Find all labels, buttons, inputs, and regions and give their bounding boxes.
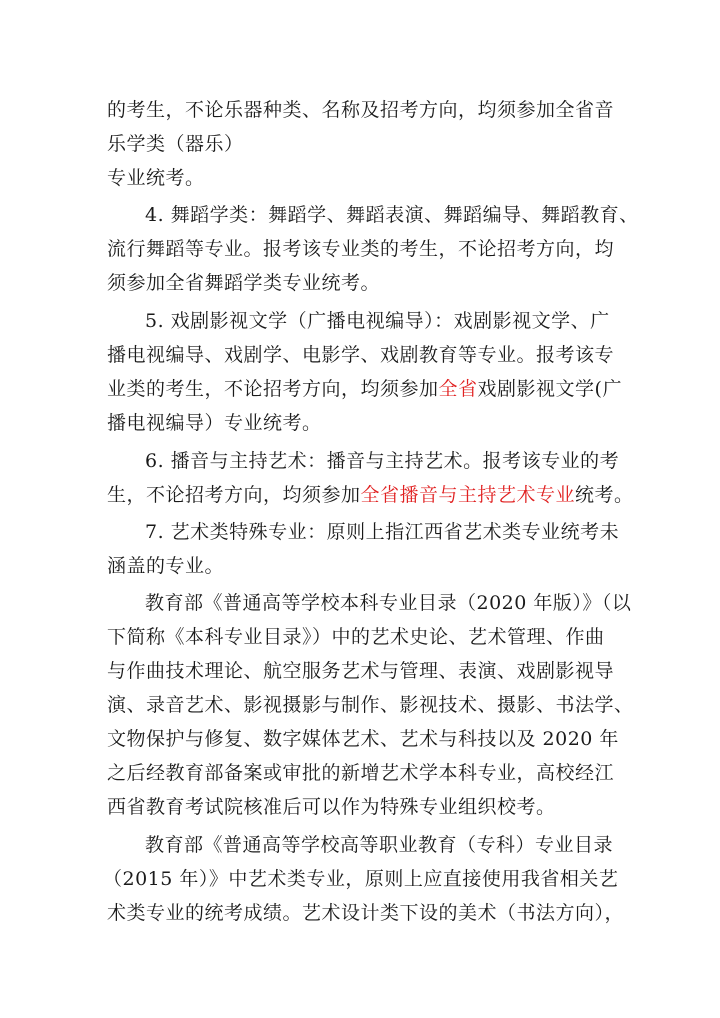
text-line: 6. 播音与主持艺术：播音与主持艺术。报考该专业的考: [145, 450, 620, 472]
text-line: 播电视编导）专业统考。: [107, 412, 322, 434]
text-line: 专业统考。: [107, 167, 205, 189]
text-line: [107, 482, 720, 508]
text-line: 术类专业的统考成绩。艺术设计类下设的美术（书法方向），: [107, 902, 625, 924]
text-line: 教育部《普通高等学校高等职业教育（专科）专业目录: [145, 834, 614, 856]
text-line: 的考生，不论乐器种类、名称及招考方向，均须参加全省音: [107, 99, 615, 121]
text-line: 播电视编导、戏剧学、电影学、戏剧教育等专业。报考该专: [107, 344, 615, 366]
text-line: 与作曲技术理论、航空服务艺术与管理、表演、戏剧影视导: [107, 660, 615, 682]
text-line: 4. 舞蹈学类：舞蹈学、舞蹈表演、舞蹈编导、舞蹈教育、: [145, 204, 639, 226]
text-line: 文物保护与修复、数字媒体艺术、艺术与科技以及 2020 年: [107, 728, 619, 750]
text-line: 下简称《本科专业目录》）中的艺术史论、艺术管理、作曲: [107, 626, 605, 648]
text-line: 涵盖的专业。: [107, 555, 225, 577]
text-line: 流行舞蹈等专业。报考该专业类的考生，不论招考方向，均: [107, 238, 615, 260]
text-segment: 生，不论招考方向，均须参加: [107, 484, 361, 506]
text-line: 须参加全省舞蹈学类专业统考。: [107, 272, 381, 294]
text-segment: 统考。: [575, 484, 634, 506]
text-segment: 业类的考生，不论招考方向，均须参加: [107, 378, 439, 400]
text-line: （2015 年）》中艺术类专业，原则上应直接使用我省相关艺: [103, 868, 619, 890]
text-line: 教育部《普通高等学校本科专业目录（2020 年版）》（以: [145, 592, 632, 614]
text-segment: 戏剧影视文学(广: [477, 378, 622, 400]
highlighted-text: 全省: [438, 378, 478, 400]
text-line: 西省教育考试院核准后可以作为特殊专业组织校考。: [107, 796, 556, 818]
text-line: 乐学类（器乐）: [107, 133, 244, 155]
highlighted-text: 全省播音与主持艺术专业: [360, 484, 576, 506]
text-line: 7. 艺术类特殊专业：原则上指江西省艺术类专业统考未: [145, 521, 620, 543]
text-line: 之后经教育部备案或审批的新增艺术学本科专业，高校经江: [107, 762, 615, 784]
text-line: 5. 戏剧影视文学（广播电视编导）：戏剧影视文学、广: [145, 310, 610, 332]
text-line: [107, 376, 720, 402]
text-line: 演、录音艺术、影视摄影与制作、影视技术、摄影、书法学、: [107, 694, 634, 716]
